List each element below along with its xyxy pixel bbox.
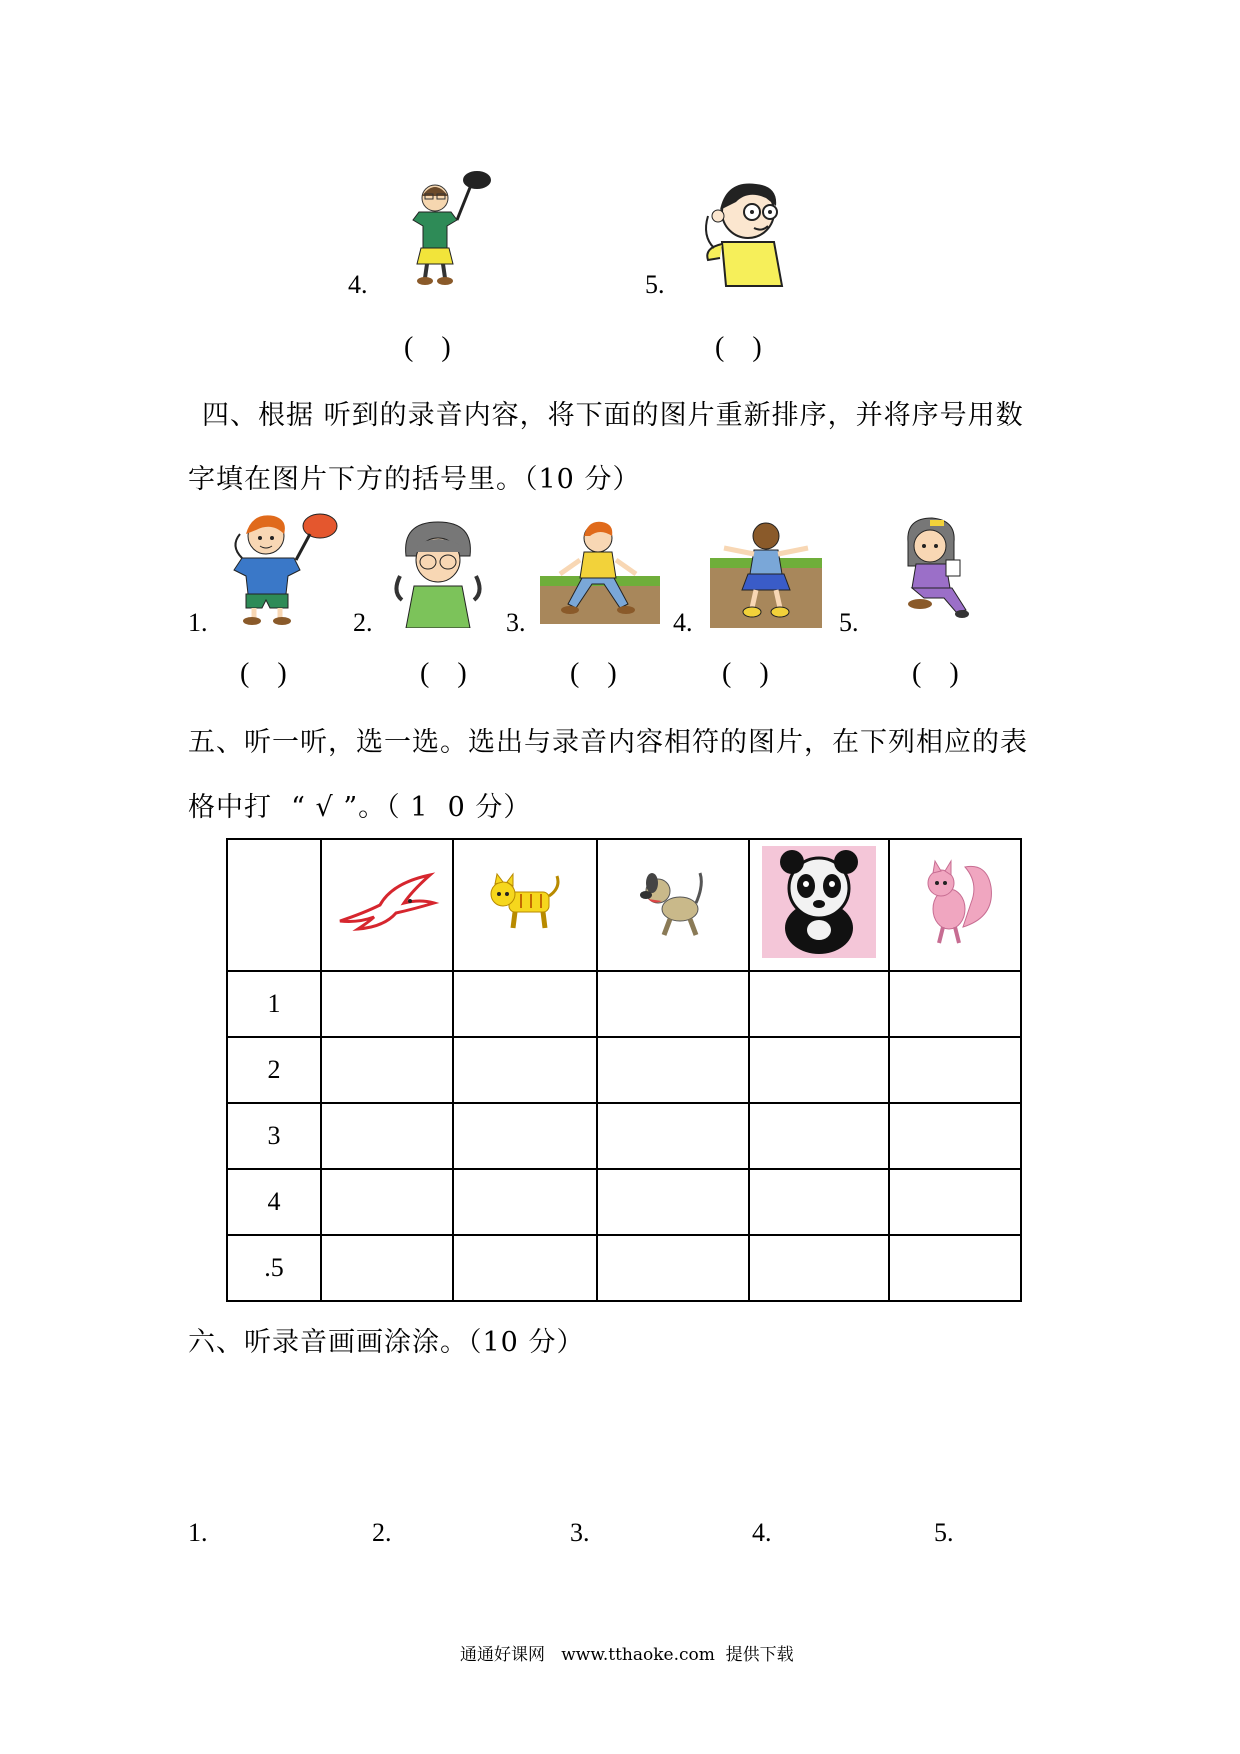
section4-heading-line1: 四、根据 听到的录音内容，将下面的图片重新排序，并将序号用数 [202,400,1024,431]
section4-item-2-number: 2. [353,608,373,637]
section4-item-5-number: 5. [839,608,859,637]
table-row-label-3: 3 [227,1103,321,1169]
section4-item-1-answer[interactable]: ( ) [240,658,287,689]
answer-cell[interactable] [749,1169,889,1235]
table-row-label-2: 2 [227,1037,321,1103]
table-header-squirrel [889,839,1021,971]
answer-cell[interactable] [597,1169,749,1235]
section4-picture-2 [392,516,484,628]
answer-cell[interactable] [321,1103,453,1169]
answer-cell[interactable] [889,1037,1021,1103]
section6-item-1: 1. [188,1518,208,1547]
answer-cell[interactable] [453,971,597,1037]
table-header-tiger [453,839,597,971]
answer-cell[interactable] [889,1169,1021,1235]
top-item-5-number: 5. [645,270,665,299]
answer-cell[interactable] [749,1235,889,1301]
section6-item-3: 3. [570,1518,590,1547]
answer-cell[interactable] [321,971,453,1037]
table-header-panda [749,839,889,971]
section4-picture-4 [710,518,822,628]
answer-cell[interactable] [453,1103,597,1169]
answer-cell[interactable] [453,1169,597,1235]
answer-cell[interactable] [749,1103,889,1169]
table-header-bird [321,839,453,971]
section4-item-1-number: 1. [188,608,208,637]
answer-cell[interactable] [749,971,889,1037]
top-item-4-number: 4. [348,270,368,299]
section5-heading-line1: 五、听一听，选一选。选出与录音内容相符的图片，在下列相应的表 [188,727,1028,758]
top-picture-5 [696,176,796,294]
section4-item-3-answer[interactable]: ( ) [570,658,617,689]
section4-picture-1 [222,508,342,626]
section4-item-4-number: 4. [673,608,693,637]
section4-item-3-number: 3. [506,608,526,637]
answer-cell[interactable] [321,1235,453,1301]
top-item-5-answer[interactable]: ( ) [715,332,762,363]
answer-cell[interactable] [889,1103,1021,1169]
table-row-label-4: 4 [227,1169,321,1235]
section4-item-4-answer[interactable]: ( ) [722,658,769,689]
section4-item-2-answer[interactable]: ( ) [420,658,467,689]
table-header-dog [597,839,749,971]
section4-heading-line2: 字填在图片下方的括号里。（10 分） [188,464,641,495]
answer-cell[interactable] [597,1103,749,1169]
footer-text: 通通好课网 www.tthaoke.com 提供下载 [460,1645,794,1665]
answer-cell[interactable] [453,1235,597,1301]
dog-icon [638,865,708,939]
answer-cell[interactable] [453,1037,597,1103]
answer-cell[interactable] [597,1037,749,1103]
panda-icon [762,846,876,958]
answer-cell[interactable] [597,971,749,1037]
section6-item-4: 4. [752,1518,772,1547]
top-item-4-answer[interactable]: ( ) [404,332,451,363]
answer-cell[interactable] [597,1235,749,1301]
section6-heading: 六、听录音画画涂涂。（10 分） [188,1327,585,1358]
section4-picture-3 [540,518,660,624]
answer-cell[interactable] [889,971,1021,1037]
answer-table [226,838,1022,1302]
bird-icon [334,869,440,935]
table-row-label-5: .5 [227,1235,321,1301]
table-corner-cell [227,839,321,971]
section6-item-2: 2. [372,1518,392,1547]
answer-cell[interactable] [749,1037,889,1103]
section6-item-5: 5. [934,1518,954,1547]
squirrel-icon [915,857,995,947]
top-picture-4 [395,168,495,288]
answer-cell[interactable] [321,1169,453,1235]
tiger-icon [485,870,565,934]
section4-item-5-answer[interactable]: ( ) [912,658,959,689]
table-row-label-1: 1 [227,971,321,1037]
answer-cell[interactable] [889,1235,1021,1301]
section5-heading-line2: 格中打 “ √ ”。（ 1 0 分） [188,792,532,823]
answer-cell[interactable] [321,1037,453,1103]
section4-picture-5 [894,516,976,622]
